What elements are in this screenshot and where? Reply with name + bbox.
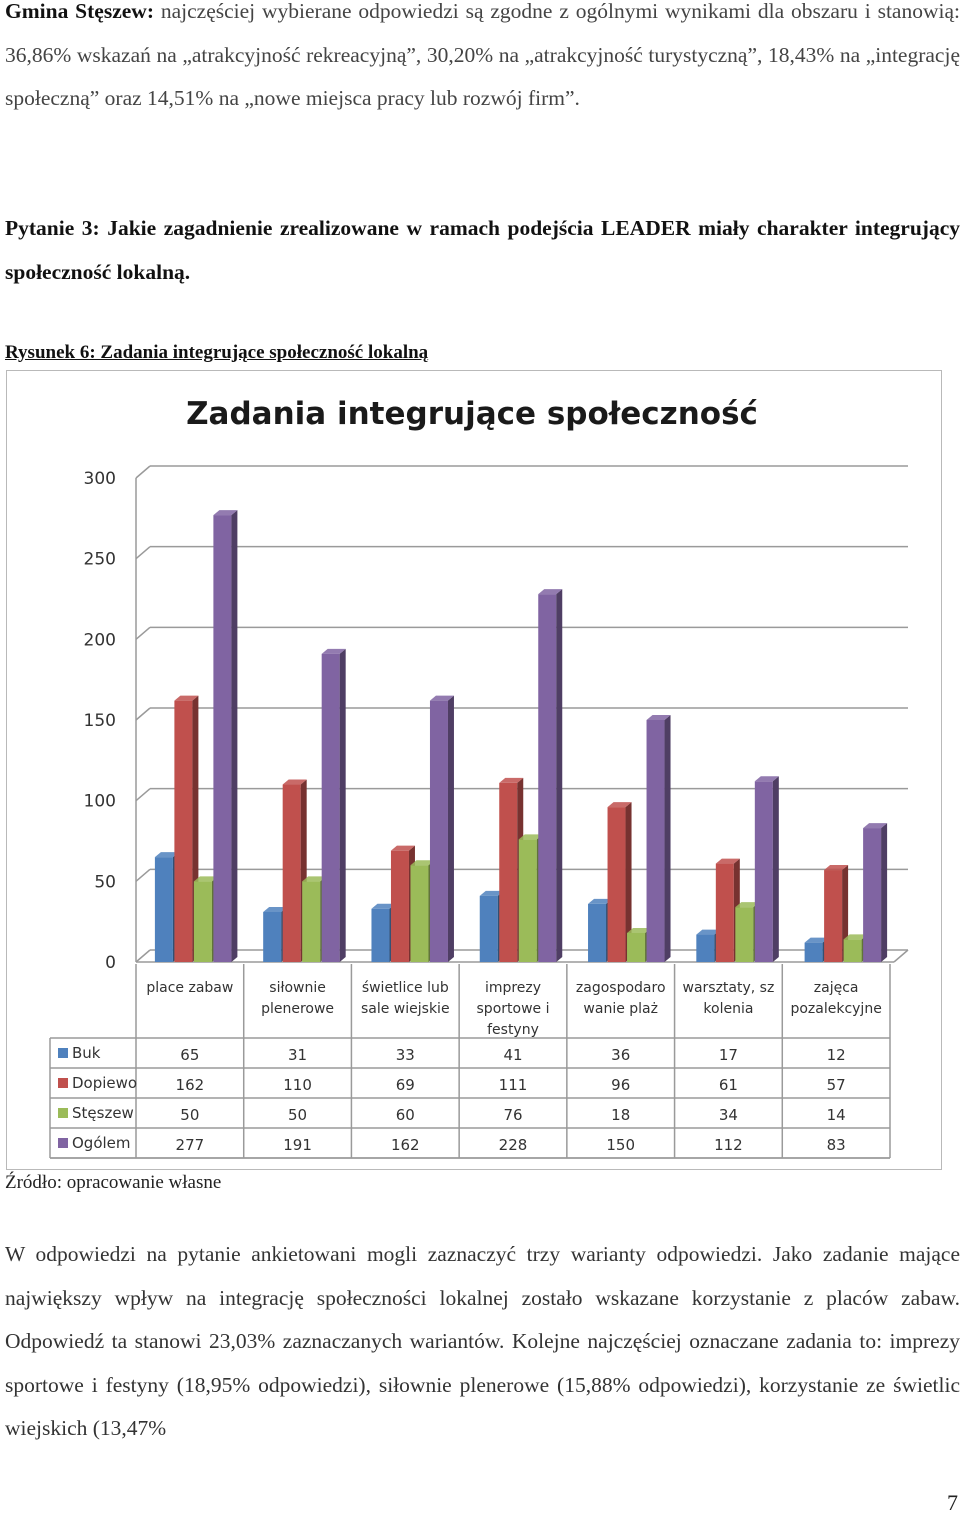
table-cell: 34 (718, 1106, 738, 1124)
table-cell: 228 (498, 1136, 528, 1154)
figure-source: Źródło: opracowanie własne (5, 1172, 222, 1193)
y-tick-label: 0 (105, 953, 116, 973)
bar-ogólem-5 (755, 776, 779, 962)
table-cell: 277 (175, 1136, 205, 1154)
legend-swatch-ogólem (58, 1138, 68, 1148)
chart-title: Zadania integrujące społeczność (186, 396, 758, 432)
bar-ogólem-3 (538, 589, 562, 962)
gridline-diagonal (136, 466, 150, 478)
table-cell: 50 (180, 1106, 200, 1124)
table-cell: 31 (288, 1046, 308, 1064)
category-label: siłownie plenerowe (261, 980, 335, 1017)
category-label: zajęca pozalekcyjne (790, 980, 882, 1017)
table-cell: 61 (718, 1076, 738, 1094)
table-cell: 150 (606, 1136, 636, 1154)
table-cell: 96 (611, 1076, 631, 1094)
table-cell: 18 (611, 1106, 631, 1124)
y-tick-label: 100 (83, 791, 116, 812)
table-cell: 41 (503, 1046, 523, 1064)
table-cell: 112 (714, 1136, 743, 1154)
y-tick-label: 150 (83, 711, 116, 731)
y-tick-label: 200 (83, 630, 116, 651)
bar-ogólem-1 (322, 649, 346, 962)
chart-bars (155, 510, 887, 962)
table-cell: 83 (826, 1136, 846, 1154)
table-cell: 57 (826, 1076, 846, 1094)
category-label: imprezy sportowe i festyny (476, 980, 550, 1038)
bar-chart (6, 370, 942, 1170)
table-cell: 162 (390, 1136, 420, 1154)
gridline-diagonal (136, 950, 150, 962)
table-cell: 17 (718, 1046, 738, 1064)
category-label: zagospodaro wanie plaż (575, 980, 666, 1017)
table-cell: 69 (395, 1076, 415, 1094)
table-cell: 76 (503, 1106, 523, 1124)
table-cell: 36 (611, 1046, 631, 1064)
table-cell: 33 (395, 1046, 415, 1064)
y-tick-label: 250 (83, 549, 116, 570)
category-label: świetlice lub sale wiejskie (360, 980, 450, 1017)
y-tick-label: 300 (83, 469, 116, 489)
intro-paragraph (5, 0, 960, 121)
question-heading: Pytanie 3: Jakie zagadnienie zrealizowane w ramach podejścia LEADER miały charakter integrujący społeczność lokalną. (5, 216, 960, 284)
bar-ogólem-6 (863, 823, 887, 962)
legend-swatch-buk (58, 1048, 68, 1058)
gridline-diagonal (136, 627, 150, 639)
category-label: place zabaw (146, 980, 234, 996)
table-cell: 12 (826, 1046, 846, 1064)
legend-label: Ogólem (72, 1134, 131, 1152)
page-number: 7 (947, 1490, 958, 1515)
legend-label: Dopiewo (72, 1074, 138, 1092)
legend-label: Stęszew (72, 1104, 134, 1122)
gridline-diagonal (136, 789, 150, 801)
table-cell: 60 (395, 1106, 415, 1124)
bar-ogólem-4 (647, 715, 671, 962)
intro-bold: Gmina Stęszew: (5, 0, 154, 23)
table-cell: 110 (283, 1076, 312, 1094)
body-paragraph: W odpowiedzi na pytanie ankietowani mogli zaznaczyć trzy warianty odpowiedzi. Jako zadanie mające największy wpływ na integrację społeczności lokalnej zostało wskazane korzystanie z placów zabaw. Odpowiedź ta stanowi 23,03% zaznaczanych wariantów. Kolejne najczęściej oznaczane zadania to: imprezy sportowe i festyny (18,95% odpowiedzi), siłownie plenerowe (15,88% odpowiedzi), korzystanie ze świetlic wiejskich (13,47% (5, 1242, 960, 1440)
category-label: warsztaty, sz kolenia (682, 980, 775, 1017)
table-cell: 162 (175, 1076, 205, 1094)
x-axis-depth (894, 950, 908, 962)
chart-data-table (50, 964, 890, 1158)
gridline-diagonal (136, 869, 150, 881)
legend-swatch-stęszew (58, 1108, 68, 1118)
table-cell: 65 (180, 1046, 200, 1064)
legend-label: Buk (72, 1044, 101, 1062)
intro-text: najczęściej wybierane odpowiedzi są zgodne z ogólnymi wynikami dla obszaru i stanowią: 36,86% wskazań na „atrakcyjność rekreacyjną”, 30,20% na „atrakcyjność turystyczną”, 18,43% na „integrację społeczną” oraz 14,51% na „nowe miejsca pracy lub rozwój firm”. (5, 0, 960, 110)
table-cell: 111 (498, 1076, 528, 1094)
y-tick-label: 50 (94, 872, 116, 893)
gridline-diagonal (136, 708, 150, 720)
table-cell: 191 (283, 1136, 312, 1154)
legend-swatch-dopiewo (58, 1078, 68, 1088)
bar-ogólem-0 (213, 510, 237, 962)
figure-caption: Rysunek 6: Zadania integrujące społeczność lokalną (5, 342, 429, 363)
table-cell: 50 (288, 1106, 308, 1124)
bar-ogólem-2 (430, 696, 454, 962)
gridline-diagonal (136, 547, 150, 559)
table-cell: 14 (826, 1106, 846, 1124)
